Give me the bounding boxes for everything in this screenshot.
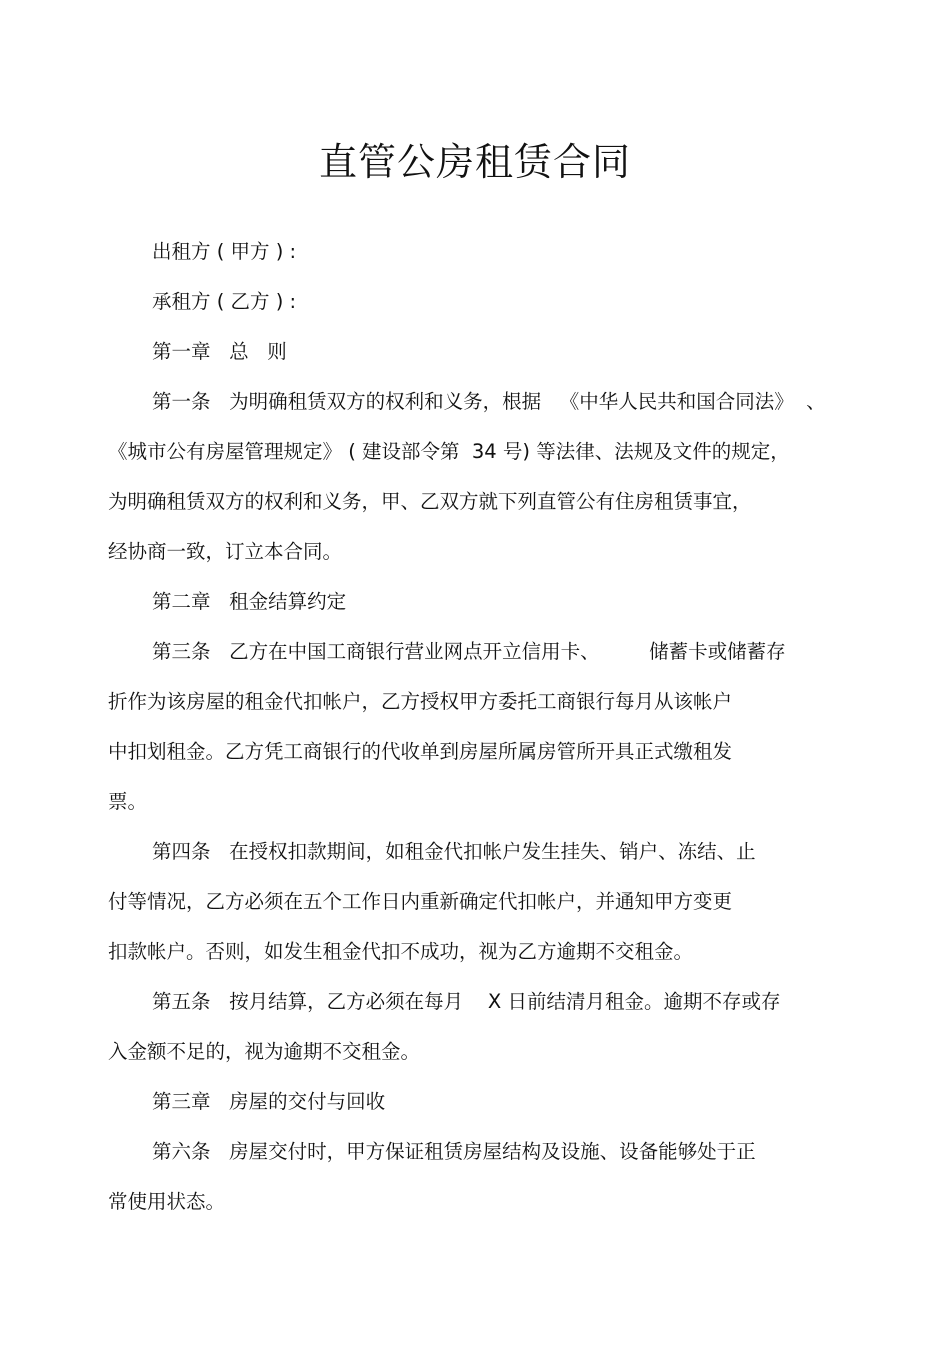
chapter-2-heading: 第二章 租金结算约定 bbox=[152, 590, 347, 613]
party-b-line: 承租方 ( 乙方 ) : bbox=[152, 290, 297, 313]
article-4-line-1: 第四条 在授权扣款期间，如租金代扣帐户发生挂失、销户、冻结、止 bbox=[152, 840, 756, 863]
chapter-3-heading: 第三章 房屋的交付与回收 bbox=[152, 1090, 386, 1113]
article-3-line-4: 票。 bbox=[108, 790, 148, 813]
article-3-line-1: 第三条 乙方在中国工商银行营业网点开立信用卡、 储蓄卡或储蓄存 bbox=[152, 640, 786, 663]
article-3-line-3: 中扣划租金。乙方凭工商银行的代收单到房屋所属房管所开具正式缴租发 bbox=[108, 740, 733, 763]
article-5-line-1: 第五条 按月结算，乙方必须在每月 X 日前结清月租金。逾期不存或存 bbox=[152, 990, 781, 1013]
chapter-1-heading: 第一章 总 则 bbox=[152, 340, 287, 363]
article-3-line-2: 折作为该房屋的租金代扣帐户，乙方授权甲方委托工商银行每月从该帐户 bbox=[108, 690, 733, 713]
article-1-line-4: 经协商一致，订立本合同。 bbox=[108, 540, 343, 563]
article-1-line-1: 第一条 为明确租赁双方的权利和义务，根据 《中华人民共和国合同法》 、 bbox=[152, 390, 826, 413]
party-a-line: 出租方 ( 甲方 ) : bbox=[152, 240, 297, 263]
article-1-line-3: 为明确租赁双方的权利和义务，甲、乙双方就下列直管公有住房租赁事宜， bbox=[108, 490, 752, 513]
document-title: 直管公房租赁合同 bbox=[318, 140, 631, 184]
article-4-line-2: 付等情况，乙方必须在五个工作日内重新确定代扣帐户，并通知甲方变更 bbox=[108, 890, 733, 913]
article-5-line-2: 入金额不足的，视为逾期不交租金。 bbox=[108, 1040, 421, 1063]
article-6-line-1: 第六条 房屋交付时，甲方保证租赁房屋结构及设施、设备能够处于正 bbox=[152, 1140, 756, 1163]
article-1-line-2: 《城市公有房屋管理规定》 ( 建设部令第 34 号) 等法律、法规及文件的规定， bbox=[108, 440, 790, 463]
article-4-line-3: 扣款帐户。否则，如发生租金代扣不成功，视为乙方逾期不交租金。 bbox=[108, 940, 694, 963]
article-6-line-2: 常使用状态。 bbox=[108, 1190, 226, 1213]
